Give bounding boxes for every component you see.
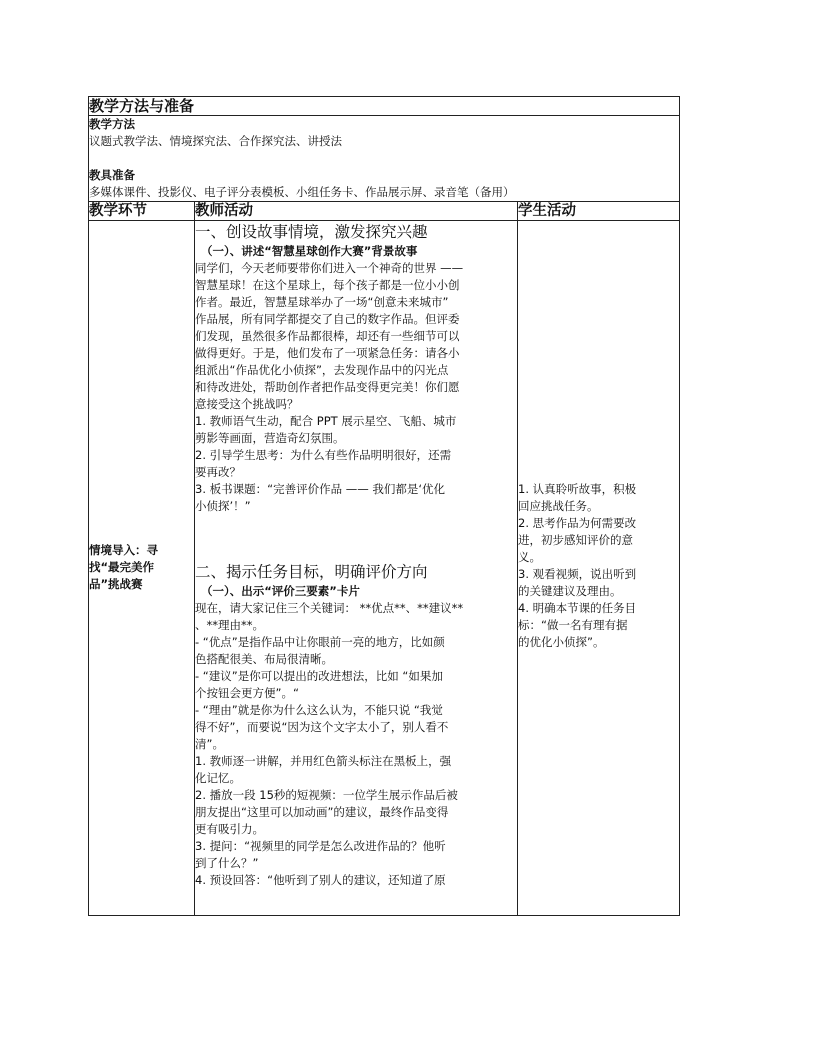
- teacher-activity-cell: [195, 221, 518, 916]
- text-line: 2. 思考作品为何需要改: [518, 516, 637, 530]
- section-title-row: [89, 97, 680, 116]
- part1-subtitle: （一）、讲述“智慧星球创作大赛”背景故事: [201, 244, 418, 258]
- text-line: 智慧星球！在这个星球上，每个孩子都是一位小小创: [195, 278, 460, 292]
- header-row: [89, 202, 680, 221]
- header-teacher: 教师活动: [195, 202, 518, 221]
- stage-cell: [89, 221, 195, 916]
- text-line: 作品展，所有同学都提交了自己的数字作品。但评委: [195, 312, 460, 326]
- text-line: 剪影等画面，营造奇幻氛围。: [195, 431, 345, 445]
- text-line: 3. 提问：“视频里的同学是怎么改进作品的？他听: [195, 839, 446, 853]
- header-student: 学生活动: [518, 202, 680, 221]
- text-line: 们发现，虽然很多作品都很棒，却还有一些细节可以: [195, 329, 460, 343]
- text-line: 的关键建议及理由。: [518, 584, 622, 598]
- methods-text: 议题式教学法、情境探究法、合作探究法、讲授法: [89, 134, 342, 148]
- stage-line: 情境导入：寻: [89, 543, 158, 557]
- text-line: 朋友提出“这里可以加动画”的建议，最终作品变得: [195, 805, 449, 819]
- text-line: - “建议”是你可以提出的改进想法，比如 “如果加: [195, 669, 443, 683]
- text-line: 作者。最近，智慧星球举办了一场“创意未来城市”: [195, 295, 449, 309]
- text-line: 1. 教师逐一讲解，并用红色箭头标注在黑板上，强: [195, 754, 452, 768]
- lesson-plan-document: [88, 96, 679, 916]
- text-line: 3. 观看视频，说出听到: [518, 567, 637, 581]
- part2-title: 二、揭示任务目标，明确评价方向: [195, 563, 428, 581]
- section-title: 教学方法与准备: [89, 97, 680, 116]
- text-line: 个按钮会更方便”。“: [195, 686, 299, 700]
- header-stage: 教学环节: [89, 202, 195, 221]
- text-line: 更有吸引力。: [195, 822, 264, 836]
- stage-line: 找“最完美作: [89, 560, 155, 574]
- text-line: 清”。: [195, 737, 224, 751]
- text-line: 同学们，今天老师要带你们进入一个神奇的世界 ——: [195, 261, 464, 275]
- text-line: 3. 板书课题：“完善评价作品 —— 我们都是‘优化: [195, 482, 446, 496]
- text-line: 小侦探’！”: [195, 499, 251, 513]
- part2-subtitle: （一）、出示“评价三要素”卡片: [201, 584, 360, 598]
- text-line: 2. 播放一段 15秒的短视频：一位学生展示作品后被: [195, 788, 458, 802]
- text-line: 2. 引导学生思考：为什么有些作品明明很好，还需: [195, 448, 452, 462]
- text-line: 、**理由**。: [195, 618, 264, 632]
- tools-heading: 教具准备: [89, 168, 135, 182]
- preparation-row: [89, 116, 680, 202]
- text-line: 的优化小侦探”。: [518, 635, 605, 649]
- text-line: 到了什么？”: [195, 856, 259, 870]
- text-line: 4. 明确本节课的任务目: [518, 601, 637, 615]
- text-line: 做得更好。于是，他们发布了一项紧急任务：请各小: [195, 346, 460, 360]
- text-line: 4. 预设回答：“他听到了别人的建议，还知道了原: [195, 873, 446, 887]
- part2-body: [195, 600, 517, 889]
- text-line: 化记忆。: [195, 771, 241, 785]
- text-line: 进，初步感知评价的意: [518, 533, 633, 547]
- text-line: 要再改？: [195, 465, 241, 479]
- text-line: - “优点”是指作品中让你眼前一亮的地方，比如颜: [195, 635, 445, 649]
- text-line: - “理由”就是你为什么这么认为，不能只说 “我觉: [195, 703, 443, 717]
- text-line: 回应挑战任务。: [518, 499, 599, 513]
- tools-text: 多媒体课件、投影仪、电子评分表模板、小组任务卡、作品展示屏、录音笔（备用）: [89, 185, 515, 199]
- student-activity-cell: [518, 221, 680, 916]
- text-line: 色搭配很美、布局很清晰。: [195, 652, 333, 666]
- text-line: 1. 教师语气生动，配合 PPT 展示星空、飞船、城市: [195, 414, 457, 428]
- student-activity-body: [518, 221, 679, 651]
- preparation-cell: [89, 116, 680, 202]
- part1-body: [195, 260, 517, 515]
- stage-line: 品”挑战赛: [89, 577, 143, 591]
- part1-title: 一、创设故事情境，激发探究兴趣: [195, 223, 428, 241]
- text-line: 1. 认真聆听故事，积极: [518, 482, 637, 496]
- content-row: [89, 221, 680, 916]
- lesson-table: [88, 96, 680, 916]
- text-line: 现在，请大家记住三个关键词： **优点**、**建议**: [195, 601, 464, 615]
- text-line: 得不好”，而要说“因为这个文字太小了，别人看不: [195, 720, 449, 734]
- text-line: 和待改进处，帮助创作者把作品变得更完美！你们愿: [195, 380, 460, 394]
- text-line: 义。: [518, 550, 541, 564]
- text-line: 意接受这个挑战吗？: [195, 397, 299, 411]
- text-line: 标：“做一名有理有据: [518, 618, 628, 632]
- text-line: 组派出“作品优化小侦探”，去发现作品中的闪光点: [195, 363, 449, 377]
- methods-heading: 教学方法: [89, 117, 135, 131]
